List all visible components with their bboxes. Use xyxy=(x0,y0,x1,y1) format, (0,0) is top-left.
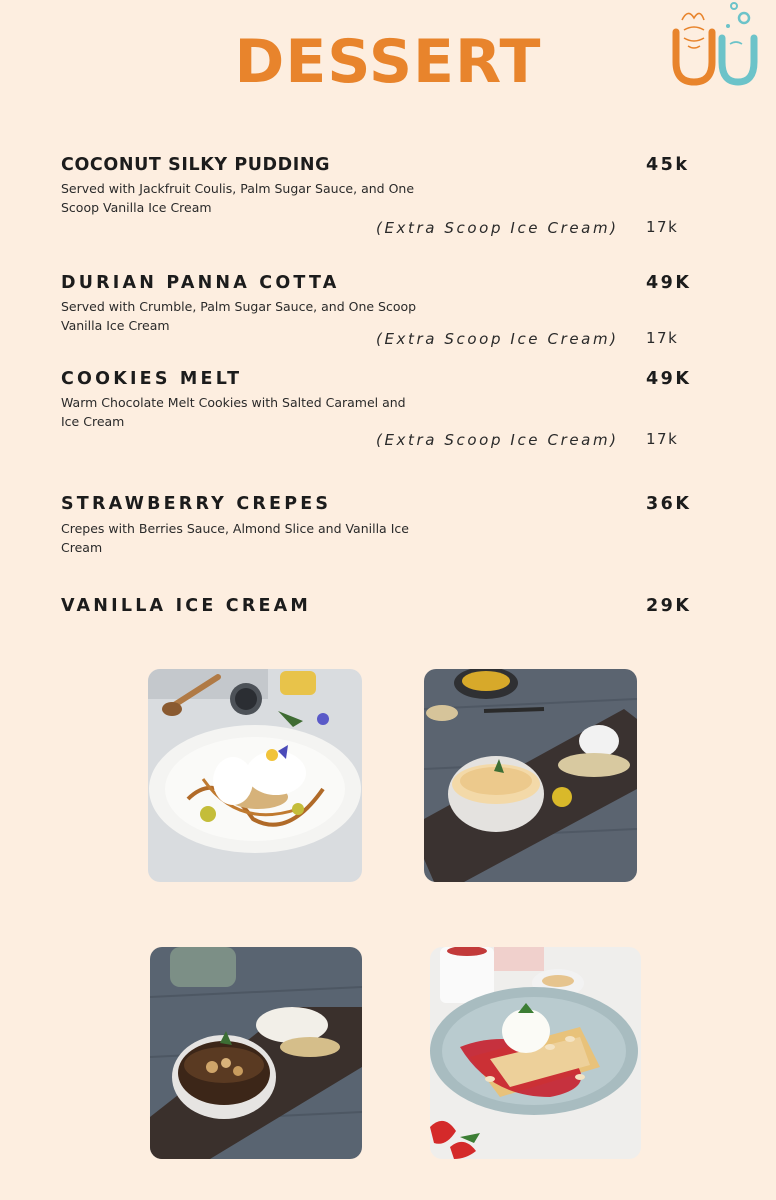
menu-item-description: Served with Jackfruit Coulis, Palm Sugar Sauce, and One Scoop Vanilla Ice Cream xyxy=(61,181,415,215)
menu-item-description: Warm Chocolate Melt Cookies with Salted Caramel and Ice Cream xyxy=(61,395,406,429)
menu-item-name: STRAWBERRY CREPES xyxy=(61,494,332,514)
extra-scoop-price: 17k xyxy=(646,329,679,347)
menu-item-name: DURIAN PANNA COTTA xyxy=(61,273,340,293)
menu-item-price: 36K xyxy=(646,494,692,514)
menu-item-name: VANILLA ICE CREAM xyxy=(61,596,312,616)
menu-item-name: COCONUT SILKY PUDDING xyxy=(61,155,331,175)
menu-item-price: 49K xyxy=(646,369,692,389)
menu-item-price: 45k xyxy=(646,155,690,175)
menu-item-price: 29K xyxy=(646,596,692,616)
extra-scoop-label: (Extra Scoop Ice Cream) xyxy=(376,330,619,348)
cookies-melt-photo xyxy=(150,947,362,1159)
extra-scoop-price: 17k xyxy=(646,430,679,448)
menu-item-description: Crepes with Berries Sauce, Almond Slice and Vanilla Ice Cream xyxy=(61,521,409,555)
menu-item-price: 49K xyxy=(646,273,692,293)
extra-scoop-label: (Extra Scoop Ice Cream) xyxy=(376,431,619,449)
menu-item-description: Served with Crumble, Palm Sugar Sauce, and One Scoop Vanilla Ice Cream xyxy=(61,299,417,333)
menu-item-name: COOKIES MELT xyxy=(61,369,243,389)
extra-scoop-label: (Extra Scoop Ice Cream) xyxy=(376,219,619,237)
coconut-silky-pudding-photo xyxy=(148,669,362,882)
page-title: DESSERT xyxy=(234,27,542,97)
extra-scoop-price: 17k xyxy=(646,218,679,236)
strawberry-crepes-photo xyxy=(430,947,641,1159)
restaurant-logo xyxy=(664,0,764,96)
durian-panna-cotta-photo xyxy=(424,669,637,882)
